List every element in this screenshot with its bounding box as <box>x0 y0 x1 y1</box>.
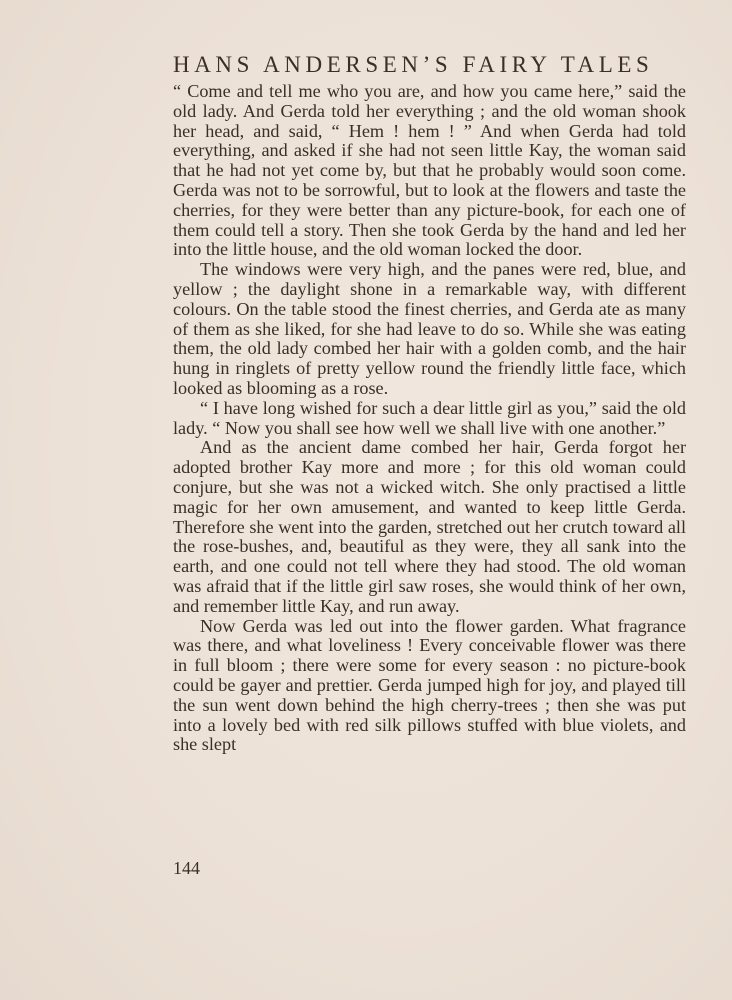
body-text <box>173 82 686 755</box>
paragraph-1: “ Come and tell me who you are, and how you came here,” said the old lady. And Gerda told her everything ; and the old woman shook her head, and said, “ Hem ! hem ! ” And when Gerda had told everything, and asked if she had not seen little Kay, the woman said that he had not yet come by, but that he probably would soon come. Gerda was not to be sorrowful, but to look at the flowers and taste the cherries, for they were better than any picture-book, for each one of them could tell a story. Then she took Gerda by the hand and led her into the little house, and the old woman locked the door. <box>173 81 686 260</box>
paragraph-4: And as the ancient dame combed her hair, Gerda forgot her adopted brother Kay more and more ; for this old woman could conjure, but she was not a wicked witch. She only practised a little magic for her own amusement, and wanted to keep little Gerda. Therefore she went into the garden, stretched out her crutch toward all the rose-bushes, and, beautiful as they were, they all sank into the earth, and one could not tell where they had stood. The old woman was afraid that if the little girl saw roses, she would think of her own, and remember little Kay, and run away. <box>173 437 686 616</box>
paragraph-3: “ I have long wished for such a dear little girl as you,” said the old lady. “ Now you shall see how well we shall live with one another.” <box>173 397 686 438</box>
page-number: 144 <box>173 858 200 878</box>
paragraph-5: Now Gerda was led out into the flower garden. What fragrance was there, and what loveliness ! Every conceivable flower was there in full bloom ; there were some for every season : no picture-book could be gayer and prettier. Gerda jumped high for joy, and played till the sun went down behind the high cherry-trees ; then she was put into a lovely bed with red silk pillows stuffed with blue violets, and she slept <box>173 615 686 755</box>
paragraph-2: The windows were very high, and the panes were red, blue, and yellow ; the daylight shone in a remarkable way, with different colours. On the table stood the finest cherries, and Gerda ate as many of them as she liked, for she had leave to do so. While she was eating them, the old lady combed her hair with a golden comb, and the hair hung in ringlets of pretty yellow round the friendly little face, which looked as blooming as a rose. <box>173 259 686 398</box>
running-head: HANS ANDERSEN’S FAIRY TALES <box>173 52 654 77</box>
